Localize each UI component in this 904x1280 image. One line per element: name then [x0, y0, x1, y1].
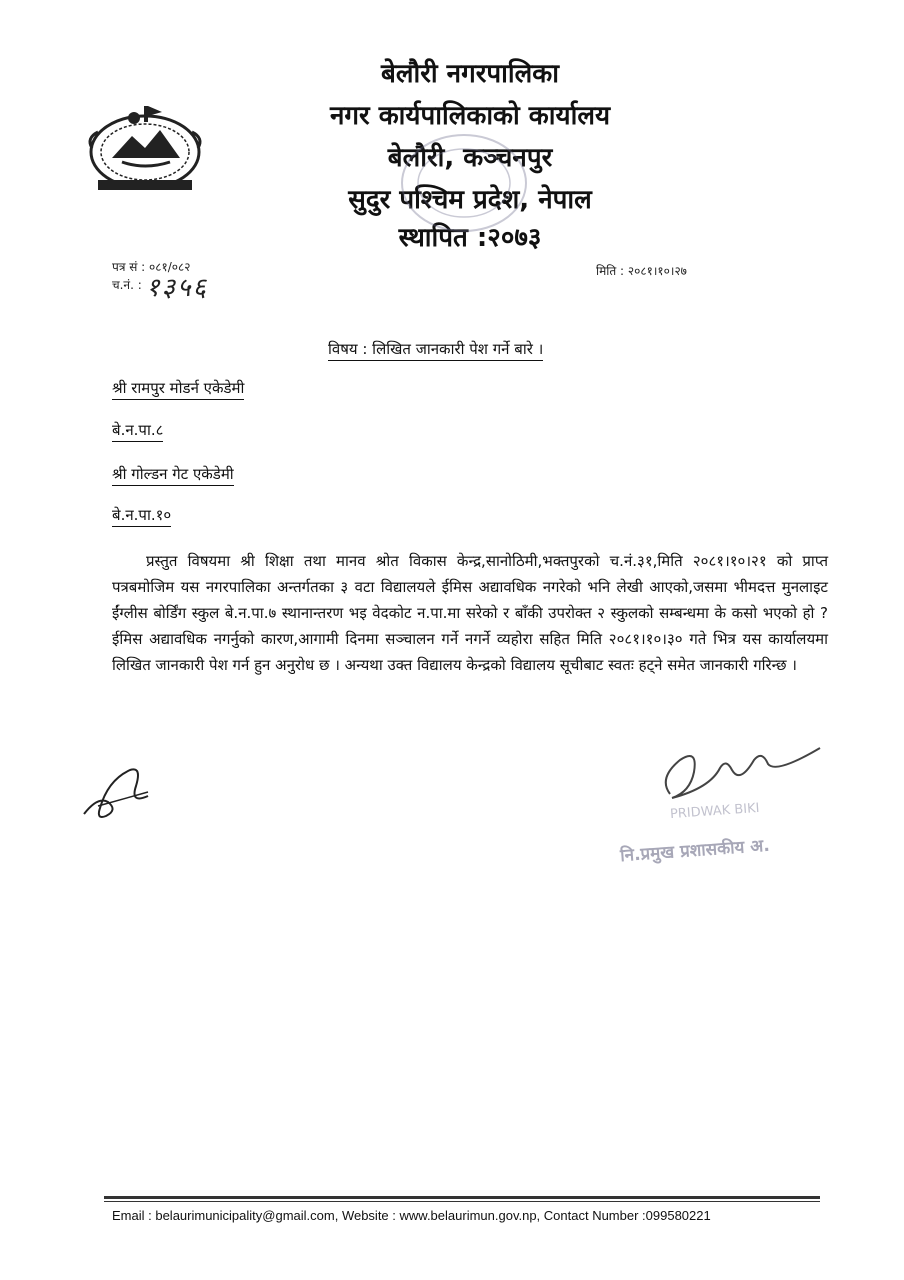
office-seal-icon	[396, 128, 532, 238]
established-year: स्थापित :२०७३	[398, 223, 542, 253]
footer-contact: Email : belaurimunicipality@gmail.com, Website : www.belaurimun.gov.np, Contact Number :099580221	[112, 1208, 711, 1223]
letter-date: मिति : २०८१।१०।२७	[596, 264, 687, 278]
dispatch-label: च.नं. :	[112, 278, 142, 292]
municipality-name: बेलौरी नगरपालिका	[381, 59, 559, 89]
officer-signature-icon	[650, 738, 830, 808]
province-country: सुदुर पश्चिम प्रदेश, नेपाल	[348, 185, 592, 215]
letter-body: प्रस्तुत विषयमा श्री शिक्षा तथा मानव श्रोत विकास केन्द्र,सानोठिमी,भक्तपुरको च.नं.३१,मिति २०८१।१०।२१ को प्राप्त पत्रबमोजिम यस नगरपालिका अन्तर्गतका ३ वटा विद्यालयले ईमिस अद्यावधिक नगरेको भनि लेखी आएको,जसमा भीमदत्त मुनलाइट ईंग्लीस बोर्डिंग स्कुल बे.न.पा.७ स्थानान्तरण भइ वेदकोट न.पा.मा सरेको र बाँकी उपरोक्त २ स्कुलको सम्बन्धमा के कसो भएको हो ? ईमिस अद्यावधिक नगर्नुको कारण,आगामी दिनमा सञ्चालन गर्ने नगर्ने व्यहोरा सहित मिति २०८१।१०।३० गते भित्र यस कार्यालयमा लिखित जानकारी पेश गर्न हुन अनुरोध छ । अन्यथा उक्त विद्यालय केन्द्रको विद्यालय सूचीबाट स्वतः हट्ने समेत जानकारी गरिन्छ ।	[112, 552, 828, 674]
addressee-school-1: श्री रामपुर मोडर्न एकेडेमी	[112, 378, 244, 400]
dispatch-number: १३५६	[146, 273, 209, 303]
addressee-ward-1: बे.न.पा.८	[112, 420, 163, 442]
addressee-school-2: श्री गोल्डन गेट एकेडेमी	[112, 464, 234, 486]
officer-name-stamp: PRIDWAK BIKI	[669, 800, 760, 823]
footer-divider-thin	[104, 1201, 820, 1202]
addressee-ward-2: बे.न.पा.१०	[112, 505, 171, 527]
letter-number: पत्र सं : ०८१/०८२	[112, 260, 191, 274]
initials-signature-icon	[78, 756, 162, 828]
officer-title-stamp: नि.प्रमुख प्रशासकीय अ.	[619, 835, 771, 867]
office-name: नगर कार्यपालिकाको कार्यालय	[329, 101, 611, 131]
letter-subject: विषय : लिखित जानकारी पेश गर्ने बारे ।	[328, 339, 543, 361]
nepal-emblem-icon	[82, 98, 208, 198]
office-location: बेलौरी, कञ्चनपुर	[387, 143, 553, 173]
footer-divider	[104, 1196, 820, 1199]
